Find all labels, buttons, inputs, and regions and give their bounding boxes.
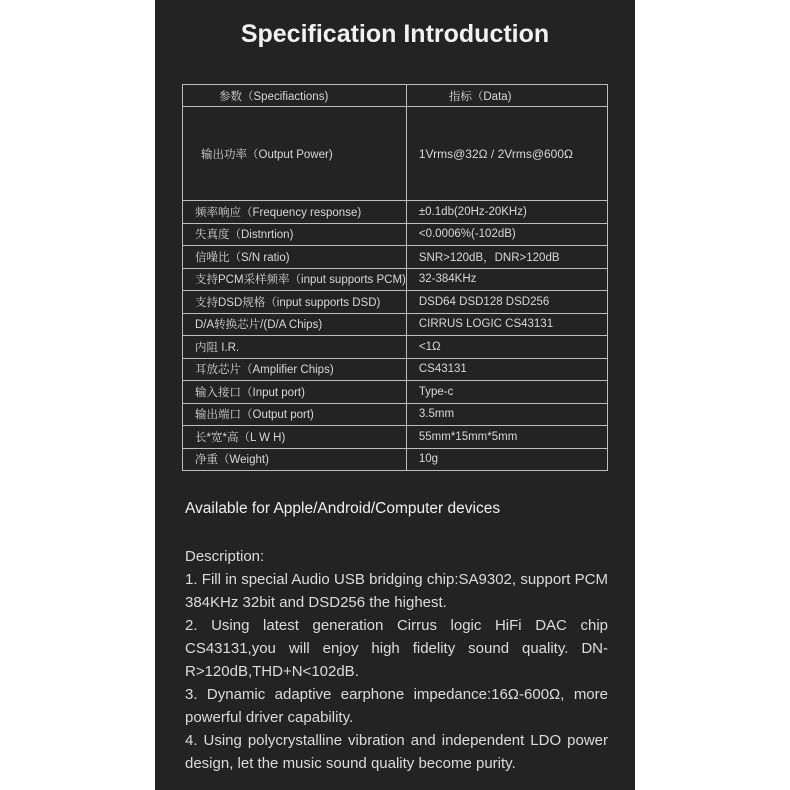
description-heading: Description:: [185, 548, 265, 565]
table-row: [183, 291, 608, 314]
spec-value: <1Ω: [406, 336, 607, 359]
spec-value: 32-384KHz: [406, 268, 607, 291]
compatibility-text: Available for Apple/Android/Computer devices: [185, 500, 501, 517]
spec-name: D/A转换芯片/(D/A Chips): [183, 313, 407, 336]
description: [185, 545, 608, 775]
table-row: [183, 246, 608, 269]
table-row: [183, 107, 608, 201]
column-header: 参数（Specifiactions): [183, 85, 407, 107]
spec-panel: [155, 0, 635, 790]
spec-name: 耳放芯片（Amplifier Chips): [183, 358, 407, 381]
spec-name: 输出功率（Output Power): [183, 107, 407, 201]
table-row: [183, 268, 608, 291]
table-row: [183, 313, 608, 336]
table-header-row: [183, 85, 608, 107]
spec-value: SNR>120dB，DNR>120dB: [406, 246, 607, 269]
table-row: [183, 358, 608, 381]
spec-value: CIRRUS LOGIC CS43131: [406, 313, 607, 336]
spec-value: 1Vrms@32Ω / 2Vrms@600Ω: [406, 107, 607, 201]
spec-name: 频率响应（Frequency response): [183, 201, 407, 224]
spec-value: DSD64 DSD128 DSD256: [406, 291, 607, 314]
table-row: [183, 201, 608, 224]
table-row: [183, 223, 608, 246]
description-item: 1. Fill in special Audio USB bridging chip:SA9302, support PCM 384KHz 32bit and DSD256 the highest.: [185, 571, 608, 611]
description-item: 3. Dynamic adaptive earphone impedance:16Ω-600Ω, more powerful driver capability.: [185, 686, 608, 726]
spec-table: [182, 84, 608, 471]
spec-value: 3.5mm: [406, 403, 607, 426]
table-row: [183, 403, 608, 426]
spec-name: 信噪比（S/N ratio): [183, 246, 407, 269]
spec-value: ±0.1db(20Hz-20KHz): [406, 201, 607, 224]
column-header: 指标（Data): [406, 85, 607, 107]
table-row: [183, 426, 608, 449]
spec-name: 支持PCM采样频率（input supports PCM): [183, 268, 407, 291]
spec-name: 输出端口（Output port): [183, 403, 407, 426]
spec-name: 失真度（Distnrtion): [183, 223, 407, 246]
table-row: [183, 336, 608, 359]
table-row: [183, 381, 608, 404]
spec-name: 输入接口（Input port): [183, 381, 407, 404]
spec-name: 支持DSD规格（input supports DSD): [183, 291, 407, 314]
spec-name: 内阻 I.R.: [183, 336, 407, 359]
spec-value: CS43131: [406, 358, 607, 381]
spec-value: 10g: [406, 448, 607, 471]
table-row: [183, 448, 608, 471]
spec-name: 长*宽*高（L W H): [183, 426, 407, 449]
spec-value: <0.0006%(-102dB): [406, 223, 607, 246]
description-item: 4. Using polycrystalline vibration and independent LDO power design, let the music sound quality become purity.: [185, 732, 608, 772]
spec-value: Type-c: [406, 381, 607, 404]
spec-name: 净重（Weight): [183, 448, 407, 471]
spec-value: 55mm*15mm*5mm: [406, 426, 607, 449]
page-title: Specification Introduction: [240, 20, 550, 48]
description-item: 2. Using latest generation Cirrus logic HiFi DAC chip CS43131,you will enjoy high fidelity sound quality. DN-R>120dB,THD+N<102dB.: [185, 617, 608, 680]
